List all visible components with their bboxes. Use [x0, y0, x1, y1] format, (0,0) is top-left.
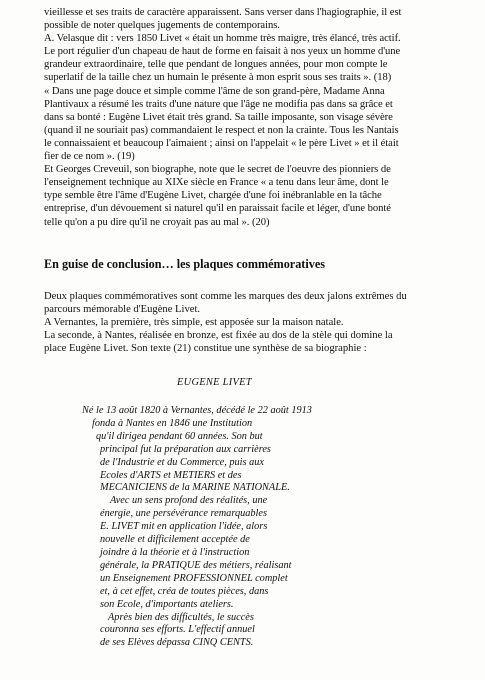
paragraph-intro [44, 6, 456, 32]
text-line: (quand il ne souriait pas) commandaient le respect et non la crainte. Tous les Nantais [44, 124, 399, 136]
plaque-line: Après bien des difficultés, le succès [108, 611, 254, 623]
text-line: vieillesse et ses traits de caractère apparaissent. Sans verser dans l'hagiographie, il est [44, 7, 402, 18]
plaque-line: principal fut la préparation aux carrières [100, 443, 271, 455]
text-line: possible de noter quelques jugements de contemporains. [44, 20, 280, 32]
text-line: l'enseignement technique au XIXe siècle en France « a tenu dans leur âme, dont le [44, 177, 389, 189]
plaque-line: Avec un sens profond des réalités, une [110, 495, 268, 507]
text-line: A. Velasque dit : vers 1850 Livet « était un homme très maigre, très élancé, très actif. [44, 33, 401, 45]
text-line: le connaissaient et beaucoup l'aimaient ; ainsi on l'appelait « le père Livet » et il était [44, 137, 399, 149]
plaque-line: couronna ses efforts. L'effectif annuel [100, 624, 255, 636]
text-line: Et Georges Creveuil, son biographe, note que le secret de l'oeuvre des pionniers de [44, 164, 391, 176]
text-line: Plantivaux a résumé les traits d'une nature que l'âge ne modifia pas dans sa grâce et [44, 98, 393, 110]
text-line: A Vernantes, la première, très simple, est apposée sur la maison natale. [44, 317, 344, 329]
plaque-line: un Enseignement PROFESSIONNEL complet [100, 572, 288, 584]
plaque-line: et, à cet effet, créa de toutes pièces, dans [100, 585, 269, 597]
text-line: parcours mémorable d'Eugène Livet. [44, 304, 201, 316]
paragraph-creveuil [44, 163, 456, 228]
text-line: superlatif de la taille chez un humain le présente à mon esprit sous ses traits ». (18) [44, 72, 392, 84]
plaque-line: E. LIVET mit en application l'idée, alors [100, 521, 268, 533]
plaque-inscription [82, 405, 412, 650]
text-line: place Eugène Livet. Son texte (21) constitue une synthèse de sa biographie : [44, 343, 367, 355]
plaque-line: Ecoles d'ARTS et METIERS et des [100, 469, 242, 481]
text-line: Le port régulier d'un chapeau de haut de forme en faisait à nos yeux un homme d'une [44, 46, 401, 58]
plaque-line: son Ecole, d'importants ateliers. [100, 598, 234, 610]
text-line: entreprise, d'un dévouement si naturel qu'il en paraissait facile et léger, d'une bonté [44, 203, 391, 215]
paragraph-velasque [44, 32, 456, 84]
plaque-line: MECANICIENS de la MARINE NATIONALE. [100, 482, 290, 494]
plaque-line: générale, la PRATIQUE des métiers, réalisant [100, 559, 292, 571]
text-line: La seconde, à Nantes, réalisée en bronze, est fixée au dos de la stèle qui domine la [44, 330, 393, 342]
text-line: type semble être l'âme d'Eugène Livet, chargée d'une foi inébranlable en la tâche [44, 190, 382, 202]
plaque-line: de ses Elèves dépassa CINQ CENTS. [100, 637, 254, 649]
text-line: Deux plaques commémoratives sont comme les marques des deux jalons extrêmes du [44, 291, 407, 302]
text-line: fier de ce nom ». (19) [44, 151, 135, 163]
plaque-line: joindre à la théorie et à l'instruction [100, 546, 250, 558]
section-heading: En guise de conclusion… les plaques commémoratives [44, 257, 325, 271]
text-line: telle qu'on a pu dire qu'il ne croyait pas au mal ». (20) [44, 216, 270, 228]
text-line: grandeur extraordinaire, telle que pendant de longues années, pour mon compte le [44, 59, 388, 71]
plaque-line: qu'il dirigea pendant 60 années. Son but [96, 430, 263, 442]
plaque-line: nouvelle et difficilement acceptée de [100, 534, 250, 546]
plaque-line: fonda à Nantes en 1846 une Institution [92, 417, 253, 429]
plaque-title: EUGENE LIVET [177, 377, 252, 388]
paragraph-plantivaux [44, 85, 456, 164]
text-line: dans sa bonté : Eugène Livet était très grand. Sa taille imposante, son visage sévère [44, 111, 393, 123]
plaque-line: énergie, une persévérance remarquables [100, 508, 267, 520]
body-text [44, 6, 456, 229]
text-line: « Dans une page douce et simple comme l'âme de son grand-père, Madame Anna [44, 85, 385, 97]
paragraph-plaques [44, 290, 456, 355]
plaque-line: Né le 13 août 1820 à Vernantes, décédé le 22 août 1913 [82, 405, 312, 416]
plaque-line: de l'Industrie et du Commerce, puis aux [100, 456, 264, 468]
